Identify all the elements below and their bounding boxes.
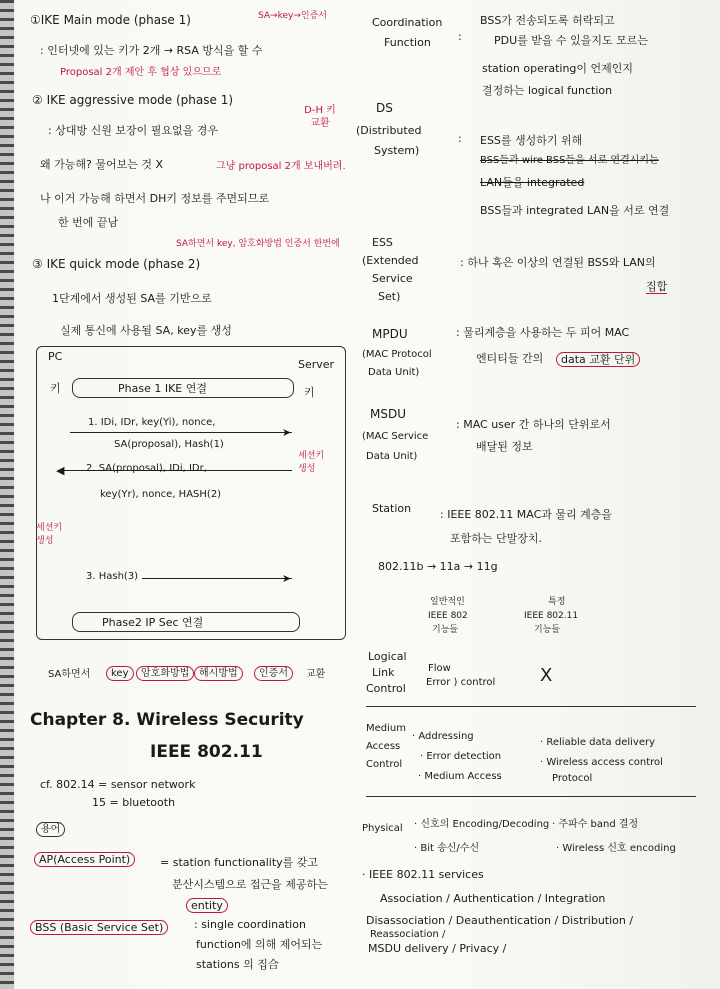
aggressive-question: 왜 가능해? 물어보는 것 X [40, 158, 163, 171]
msdu-term-2: (MAC Service [362, 431, 429, 442]
services-title: · IEEE 802.11 services [362, 868, 484, 881]
ess-desc-2: 집합 [646, 280, 668, 293]
ds-desc-2: BSS들과 wire BSS들을 서로 연결시키는 [480, 155, 659, 166]
col-general-1: 일반적인 [430, 597, 465, 607]
aggressive-desc: : 상대방 신원 보장이 필요없을 경우 [48, 124, 218, 137]
phase1-label: Phase 1 IKE 연결 [118, 382, 207, 395]
phy-specific-2: · Wireless 신호 encoding [556, 843, 676, 854]
services-line-3: Reassociation / [370, 929, 446, 940]
dh-key-note: D-H 키교환 [304, 105, 336, 129]
summary-item-cipher: 암호화방법 [136, 666, 194, 681]
summary-item-key: key [106, 666, 134, 681]
cf-desc-1: BSS가 전송되도록 허락되고 [480, 14, 615, 27]
phy-term: Physical [362, 823, 403, 834]
llc-desc-1: Flow [428, 663, 451, 674]
llc-term-2: Link [372, 666, 395, 679]
station-desc-2: 포함하는 단말장치. [450, 532, 543, 545]
ds-term-1: DS [376, 101, 393, 115]
mac-term-1: Medium [366, 723, 406, 734]
summary-prefix: SA하면서 [48, 669, 91, 680]
mac-divider [366, 796, 696, 797]
ds-term-3: System) [374, 144, 420, 157]
col-specific-1: 특정 [548, 597, 566, 607]
msg1-arrow [70, 432, 292, 433]
bss-desc-2: function에 의해 제어되는 [196, 938, 323, 951]
server-session-note: 세션키 생성 [298, 451, 325, 474]
quick-mode-note: SA하면서 key, 암호화방법 인증서 한번에 [176, 239, 340, 249]
ds-colon: : [458, 132, 462, 145]
evolution-line: 802.11b → 11a → 11g [378, 560, 498, 573]
aggressive-explain: 나 이거 가능해 하면서 DH키 정보를 주면되므로 [40, 192, 269, 205]
diagram-key-right: 키 [304, 386, 315, 399]
cf-desc-4: 결정하는 logical function [482, 84, 613, 97]
mac-general-3: · Medium Access [418, 771, 502, 782]
ap-desc-entity: entity [186, 898, 228, 913]
cf-colon: : [458, 30, 462, 43]
mpdu-desc-3: data 교환 단위 [556, 352, 640, 367]
llc-term-3: Control [366, 682, 406, 695]
mpdu-term-2: (MAC Protocol [362, 349, 432, 360]
col-general-2: IEEE 802 [428, 611, 468, 621]
mac-general-2: · Error detection [420, 751, 502, 762]
mac-specific-2: · Wireless access control [540, 757, 663, 768]
aggressive-explain-2: 한 번에 끝남 [58, 216, 119, 229]
msg2-line1: 2. SA(proposal), IDi, IDr, [86, 463, 207, 474]
pc-session-note: 세션키 생성 [36, 523, 63, 546]
phy-specific-1: · 주파수 band 결정 [552, 819, 639, 830]
phy-general-1: · 신호의 Encoding/Decoding [414, 819, 550, 830]
ike-aggressive-heading: ② IKE aggressive mode (phase 1) [32, 93, 234, 107]
msdu-desc-1: : MAC user 간 하나의 단위로서 [456, 418, 611, 431]
llc-desc-2: Error ) control [426, 677, 496, 688]
llc-divider [366, 706, 696, 707]
aggressive-answer: 그냥 proposal 2개 보내버려. [216, 161, 346, 172]
msdu-desc-2: 배달된 정보 [476, 440, 533, 453]
phase2-label: Phase2 IP Sec 연결 [102, 616, 204, 629]
cf-term-1: Coordination [372, 16, 443, 29]
mac-specific-1: · Reliable data delivery [540, 737, 656, 748]
ess-term-3: Service [372, 272, 413, 285]
msdu-term-3: Data Unit) [366, 451, 418, 462]
bss-desc-1: : single coordination [194, 918, 306, 931]
col-specific-2: IEEE 802.11 [524, 611, 579, 621]
msdu-term-1: MSDU [370, 407, 406, 421]
mac-term-2: Access [366, 741, 401, 752]
summary-item-cert: 인증서 [254, 666, 293, 681]
llc-none-mark: X [540, 665, 553, 686]
ess-term-2: (Extended [362, 254, 419, 267]
phy-general-2: · Bit 송신/수신 [414, 843, 480, 854]
mac-general-1: · Addressing [412, 731, 474, 742]
chapter-title: Chapter 8. Wireless Security [30, 710, 304, 730]
ike-main-mode-heading: ①IKE Main mode (phase 1) [30, 13, 191, 27]
ap-desc-2: 분산시스템으로 접근을 제공하는 [172, 878, 328, 891]
ess-desc-1: : 하나 혹은 이상의 연결된 BSS와 LAN의 [460, 256, 656, 269]
col-general-3: 기능들 [432, 625, 459, 635]
ap-term: AP(Access Point) [34, 852, 135, 867]
mac-specific-3: Protocol [552, 773, 593, 784]
cf-desc-2: PDU를 받을 수 있을지도 모르는 [494, 34, 649, 47]
summary-suffix: 교환 [306, 669, 326, 680]
msg1-line1: 1. IDi, IDr, key(Yi), nonce, [88, 417, 216, 428]
services-line-4: MSDU delivery / Privacy / [368, 942, 507, 955]
msg2-arrowhead-icon: ◀ [56, 464, 65, 477]
diagram-pc-label: PC [48, 350, 63, 363]
services-line-2: Disassociation / Deauthentication / Distribution / [366, 914, 634, 927]
col-specific-3: 기능들 [534, 625, 561, 635]
cf-term-2: Function [384, 36, 431, 49]
ds-desc-3: LAN들을 integrated [480, 176, 585, 189]
msg1-line2: SA(proposal), Hash(1) [114, 439, 224, 450]
mac-term-3: Control [366, 759, 403, 770]
services-line-1: Association / Authentication / Integration [380, 892, 606, 905]
ess-term-1: ESS [372, 236, 393, 249]
mpdu-desc-2: 엔티티들 간의 [476, 352, 544, 365]
term-badge: 용어 [36, 822, 65, 837]
ap-desc-1: = station functionality를 갖고 [160, 856, 319, 869]
summary-item-hash: 해시방법 [194, 666, 243, 681]
chapter-subtitle: IEEE 802.11 [150, 742, 263, 762]
cf-line-2: 15 = bluetooth [92, 796, 176, 809]
mpdu-term-1: MPDU [372, 327, 408, 341]
ds-desc-4: BSS들과 integrated LAN을 서로 연결 [480, 204, 670, 217]
msg2-line2: key(Yr), nonce, HASH(2) [100, 489, 222, 500]
main-mode-desc-2: Proposal 2개 제안 후 협상 있으므로 [60, 67, 222, 78]
mpdu-desc-1: : 물리계층을 사용하는 두 피어 MAC [456, 326, 630, 339]
msg3-label: 3. Hash(3) [86, 570, 142, 583]
msg1-arrowhead-icon: ➤ [282, 426, 292, 439]
msg3-arrowhead-icon: ➤ [282, 572, 292, 585]
llc-term-1: Logical [368, 650, 407, 663]
ess-term-4: Set) [378, 290, 401, 303]
diagram-server-label: Server [298, 358, 335, 371]
station-desc-1: : IEEE 802.11 MAC과 물리 계층을 [440, 508, 613, 521]
bss-desc-3: stations 의 집合 [196, 958, 279, 971]
cf-desc-3: station operating이 언제인지 [482, 62, 634, 75]
station-term: Station [372, 502, 412, 515]
ds-term-2: (Distributed [356, 124, 422, 137]
mpdu-term-3: Data Unit) [368, 367, 420, 378]
quick-desc: 1단계에서 생성된 SA를 기반으로 [52, 292, 212, 305]
ds-desc-1: ESS를 생성하기 위해 [480, 134, 583, 147]
bss-term: BSS (Basic Service Set) [30, 920, 168, 935]
main-mode-desc: : 인터넷에 있는 키가 2개 → RSA 방식을 할 수 [40, 44, 263, 57]
quick-desc-2: 실제 통신에 사용될 SA, key를 생성 [60, 324, 232, 337]
cf-line-1: cf. 802.14 = sensor network [40, 778, 196, 791]
ike-main-mode-note: SA→key→인증서 [258, 11, 327, 21]
ike-quick-heading: ③ IKE quick mode (phase 2) [32, 257, 201, 271]
spiral-binding [0, 0, 14, 989]
diagram-key-left: 키 [50, 382, 61, 395]
